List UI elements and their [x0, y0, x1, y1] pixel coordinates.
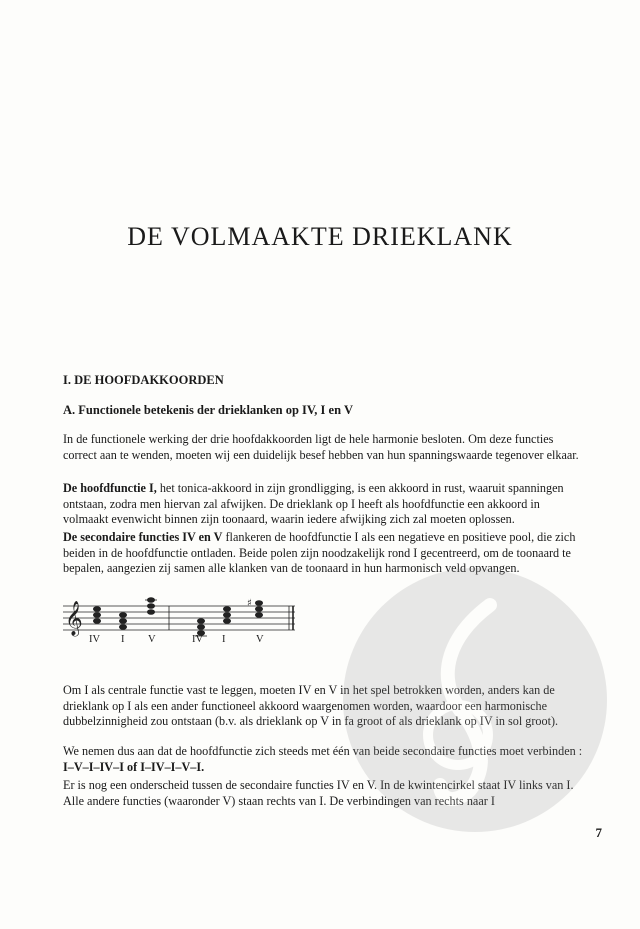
paragraph-1: In de functionele werking der drie hoofdakkoorden ligt de hele harmonie besloten. Om deze functies correct aan te wenden, moeten wij een duidelijk besef hebben van hun spanningswaarde tegenover elkaar.: [63, 432, 579, 462]
music-label: I: [121, 634, 125, 645]
paragraph-6: Er is nog een onderscheid tussen de secondaire functies IV en V. In de kwintencirkel staat IV links van I. Alle andere functies (waaronder V) staan rechts van I. De verbindingen van rechts naar I: [63, 778, 574, 808]
page-number: 7: [595, 825, 602, 840]
paragraph-3-text: flankeren de hoofdfunctie I als een negatieve en positieve pool, die zich beiden in de hoofdfunctie ontladen. Beide polen zijn noodzakelijk rond I gecentreerd, om de toonaard te bepalen, aangezien zij samen alle klanken van de toonaard in hun harmonisch veld opvangen.: [63, 530, 576, 576]
paragraph-3-lead: De secondaire functies IV en V: [63, 530, 223, 544]
paragraph-4: Om I als centrale functie vast te leggen, moeten IV en V in het spel betrokken worden, anders kan de drieklank op I als een ander functioneel akkoord waargenomen worden, waardoor een harmonische dubbelzinnigheid zou ontstaan (b.v. als drieklank op V in fa groot of als drieklank op IV in sol groot).: [63, 683, 559, 729]
paragraph-2-text: het tonica-akkoord in zijn grondligging, is een akkoord in rust, waaruit spanningen ontstaan, zodra men hiervan zal afwijken. De drieklank op I heeft als hoofdfunctie een akkoord in volmaakt evenwicht binnen zijn toonaard, waarin iedere afwijking zich zal moeten oplossen.: [63, 481, 564, 527]
music-label: IV: [192, 634, 204, 645]
page-title: DE VOLMAAKTE DRIEKLANK: [127, 222, 513, 251]
paragraph-5-text: We nemen dus aan dat de hoofdfunctie zich steeds met één van beide secondaire functies moet verbinden :: [63, 744, 583, 758]
watermark-logo: [340, 565, 610, 835]
music-example: [63, 594, 303, 654]
section-heading: I. DE HOOFDAKKOORDEN: [63, 373, 224, 387]
music-label: IV: [89, 634, 101, 645]
music-label: V: [148, 634, 156, 645]
treble-clef-icon: 𝄞: [65, 601, 83, 636]
paragraph-2: [63, 481, 583, 528]
paragraph-2-lead: De hoofdfunctie I,: [63, 481, 157, 495]
subsection-heading: A. Functionele betekenis der drieklanken op IV, I en V: [63, 403, 353, 417]
sharp-icon: ♯: [247, 598, 252, 609]
music-label: V: [256, 634, 264, 645]
chord-progression: I–V–I–IV–I of I–IV–I–V–I.: [63, 759, 205, 774]
music-label: I: [222, 634, 226, 645]
